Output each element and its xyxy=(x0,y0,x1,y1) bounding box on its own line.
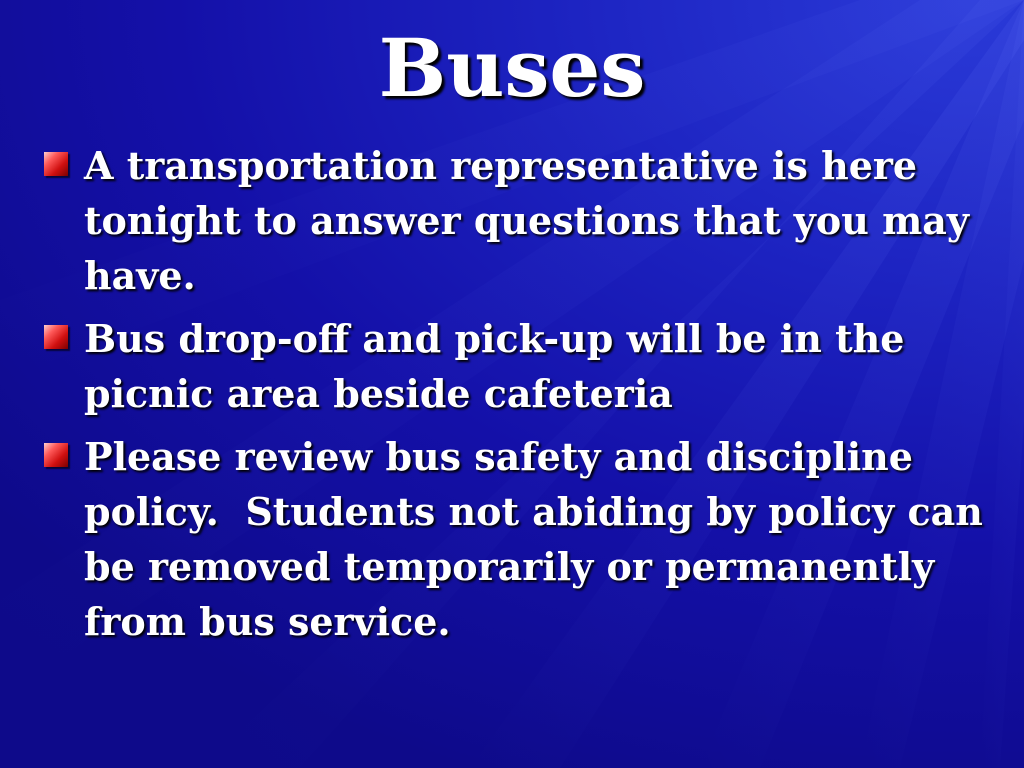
bullet-item-safety-policy xyxy=(44,429,997,649)
bullet-text: Please review bus safety and discipline policy. Students not abiding by policy can be removed temporarily or permanently from bus service. xyxy=(84,434,997,644)
bullet-item-drop-off xyxy=(44,311,994,421)
square-bullet-icon xyxy=(44,443,68,467)
square-bullet-icon xyxy=(44,152,68,176)
bullet-text: Bus drop-off and pick-up will be in the picnic area beside cafeteria xyxy=(84,316,905,416)
bullet-list xyxy=(44,138,997,657)
square-bullet-icon xyxy=(44,325,68,349)
slide-title: Buses xyxy=(378,21,646,115)
bullet-item-transportation-rep xyxy=(44,138,994,303)
bullet-text: A transportation representative is here tonight to answer questions that you may have. xyxy=(84,143,969,298)
